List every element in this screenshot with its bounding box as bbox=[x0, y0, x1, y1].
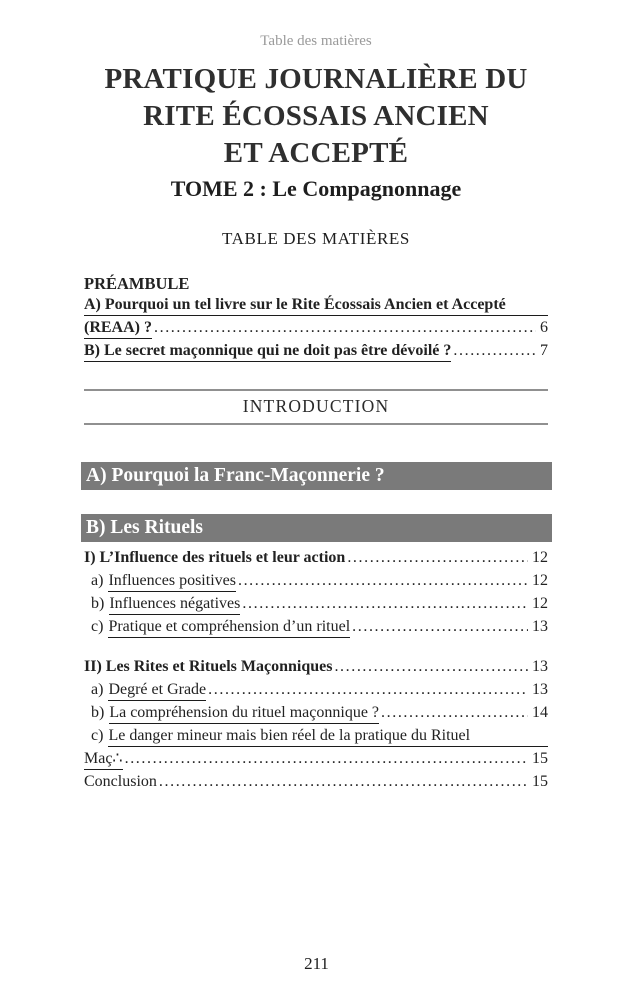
toc-entry bbox=[84, 569, 548, 592]
dot-leader bbox=[125, 747, 528, 770]
book-subtitle: TOME 2 : Le Compagnonnage bbox=[170, 176, 462, 201]
dot-leader bbox=[453, 339, 536, 362]
toc-entry-label: La compréhension du rituel maçonnique ? bbox=[109, 703, 379, 724]
toc-page-number: 7 bbox=[540, 342, 548, 359]
toc-entry-label: B) Le secret maçonnique qui ne doit pas être dévoilé ? bbox=[84, 341, 451, 362]
dot-leader bbox=[242, 592, 528, 615]
toc-entry-prefix: b) bbox=[91, 704, 105, 721]
toc-entry-line bbox=[84, 316, 548, 339]
toc-entry-line bbox=[84, 747, 548, 770]
dot-leader bbox=[334, 655, 528, 678]
toc-page-number: 15 bbox=[532, 750, 548, 767]
toc-entry-label: Pratique et compréhension d’un rituel bbox=[108, 617, 350, 638]
toc-entry-label: Conclusion bbox=[84, 773, 157, 790]
toc-entry-label: (REAA) ? bbox=[84, 318, 152, 339]
toc-entry-label: Influences positives bbox=[108, 571, 236, 592]
toc-entry-line bbox=[84, 724, 548, 747]
toc-page-number: 12 bbox=[532, 572, 548, 589]
book-title-line-2: RITE ÉCOSSAIS ANCIEN bbox=[143, 100, 489, 132]
toc-entry-label: A) Pourquoi un tel livre sur le Rite Écossais Ancien et Accepté bbox=[84, 295, 548, 316]
toc-entry-preamble-b bbox=[84, 339, 548, 362]
toc-page-number: 12 bbox=[532, 595, 548, 612]
toc-entry-label: Maç∴ bbox=[84, 749, 123, 770]
toc-entry bbox=[84, 678, 548, 701]
dot-leader bbox=[381, 701, 528, 724]
dot-leader bbox=[347, 546, 528, 569]
toc-entry-head bbox=[84, 655, 548, 678]
toc-entry-prefix: b) bbox=[91, 595, 105, 612]
section-banner-b: B) Les Rituels bbox=[81, 514, 552, 542]
toc-entry-preamble-a bbox=[84, 295, 548, 339]
book-title-line-3: ET ACCEPTÉ bbox=[223, 137, 409, 169]
introduction-heading: INTRODUCTION bbox=[84, 389, 548, 425]
dot-leader bbox=[159, 770, 528, 793]
book-title-line-1: PRATIQUE JOURNALIÈRE DU bbox=[104, 63, 528, 95]
toc-page-number: 13 bbox=[532, 681, 548, 698]
toc-page-number: 14 bbox=[532, 704, 548, 721]
preamble-block bbox=[84, 272, 548, 362]
toc-entry-prefix: a) bbox=[91, 572, 104, 589]
toc-entry bbox=[84, 615, 548, 638]
book-title bbox=[84, 61, 548, 172]
running-head: Table des matières bbox=[260, 33, 372, 49]
toc-entry bbox=[84, 701, 548, 724]
dot-leader bbox=[238, 569, 528, 592]
toc-entry-label: Degré et Grade bbox=[108, 680, 206, 701]
toc-heading: TABLE DES MATIÈRES bbox=[222, 229, 410, 248]
dot-leader bbox=[154, 316, 536, 339]
preamble-heading: PRÉAMBULE bbox=[84, 274, 190, 293]
toc-entry-line bbox=[84, 295, 548, 316]
toc-group-1 bbox=[84, 546, 548, 638]
toc-page-number: 6 bbox=[540, 319, 548, 336]
toc-entry-label: Le danger mineur mais bien réel de la pratique du Rituel bbox=[108, 726, 548, 747]
toc-entry-conclusion bbox=[84, 770, 548, 793]
toc-page-number: 12 bbox=[532, 549, 548, 566]
toc-page-number: 13 bbox=[532, 618, 548, 635]
toc-entry-prefix: c) bbox=[91, 618, 104, 635]
toc-entry-label: II) Les Rites et Rituels Maçonniques bbox=[84, 658, 333, 675]
toc-entry-wrapped bbox=[84, 724, 548, 770]
toc-entry-prefix: a) bbox=[91, 681, 104, 698]
section-banner-a: A) Pourquoi la Franc-Maçonnerie ? bbox=[81, 462, 552, 490]
toc-entry-head bbox=[84, 546, 548, 569]
dot-leader bbox=[208, 678, 528, 701]
toc-group-2 bbox=[84, 655, 548, 793]
dot-leader bbox=[352, 615, 528, 638]
toc-entry-prefix: c) bbox=[91, 727, 104, 744]
toc-page-number: 13 bbox=[532, 658, 548, 675]
toc-entry bbox=[84, 592, 548, 615]
toc-entry-label: Influences négatives bbox=[109, 594, 240, 615]
toc-entry-label: I) L’Influence des rituels et leur action bbox=[84, 549, 346, 566]
folio-page-number: 211 bbox=[304, 954, 329, 973]
toc-page-number: 15 bbox=[532, 773, 548, 790]
